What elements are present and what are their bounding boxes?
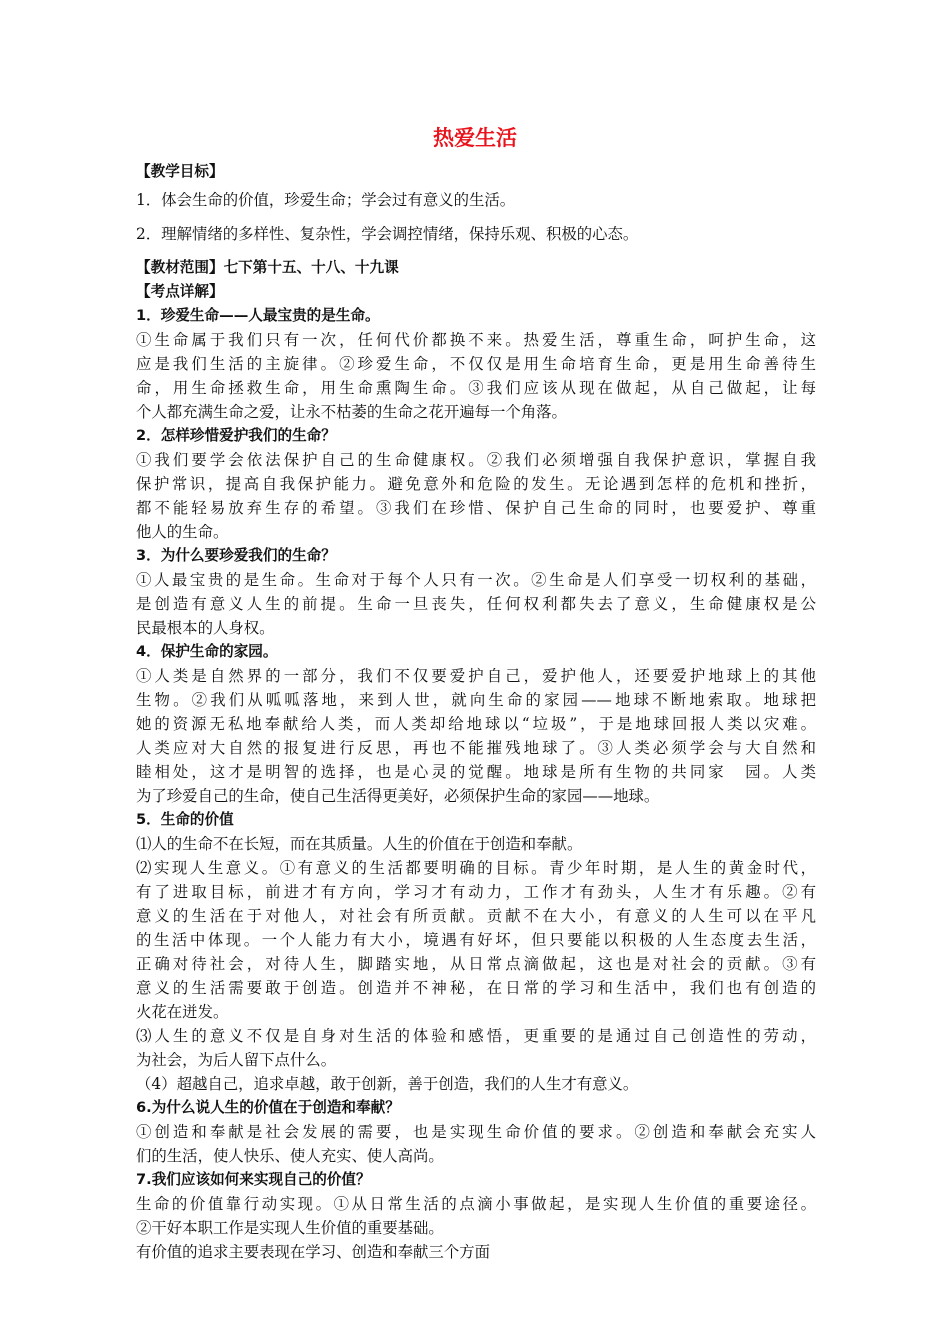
text-line: 意义的生活在于对他人，对社会有所贡献。贡献不在大小，有意义的人生可以在平凡 [136, 907, 816, 925]
text-line: 民最根本的人身权。 [136, 619, 275, 637]
section-heading: 1．珍爱生命——人最宝贵的是生命。 [136, 307, 380, 324]
text-line: 生命的价值靠行动实现。①从日常生活的点滴小事做起，是实现人生价值的重要途径。 [136, 1195, 816, 1213]
text-line: 火花在迸发。 [136, 1003, 229, 1021]
text-line: 有了进取目标，前进才有方向，学习才有动力，工作才有劲头，人生才有乐趣。②有 [136, 883, 816, 901]
text-line: ⑴人的生命不在长短，而在其质量。人生的价值在于创造和奉献。 [136, 835, 583, 853]
text-line: ②干好本职工作是实现人生价值的重要基础。 [136, 1219, 444, 1237]
text-line: 他人的生命。 [136, 523, 229, 541]
text-line: ①生命属于我们只有一次，任何代价都换不来。热爱生活，尊重生命，呵护生命，这 [136, 331, 816, 349]
text-line: 是创造有意义人生的前提。生命一旦丧失，任何权利都失去了意义，生命健康权是公 [136, 595, 816, 613]
text-line: 有价值的追求主要表现在学习、创造和奉献三个方面 [136, 1243, 490, 1261]
section-heading: 3．为什么要珍爱我们的生命？ [136, 547, 336, 564]
section-heading: 【教材范围】七下第十五、十八、十九课 [136, 259, 399, 276]
text-line: ⑵实现人生意义。①有意义的生活都要明确的目标。青少年时期，是人生的黄金时代， [136, 859, 816, 877]
text-line: 个人都充满生命之爱，让永不枯萎的生命之花开遍每一个角落。 [136, 403, 567, 421]
text-line: 为了珍爱自己的生命，使自己生活得更美好，必须保护生命的家园——地球。 [136, 787, 660, 805]
text-line: 正确对待社会，对待人生，脚踏实地，从日常点滴做起，这也是对社会的贡献。③有 [136, 955, 816, 973]
text-line: ⑶人生的意义不仅是自身对生活的体验和感悟，更重要的是通过自己创造性的劳动， [136, 1027, 816, 1045]
section-heading: 7.我们应该如何来实现自己的价值？ [136, 1171, 371, 1188]
text-line: ①人类是自然界的一部分，我们不仅要爱护自己，爱护他人，还要爱护地球上的其他 [136, 667, 816, 685]
text-line: 2．理解情绪的多样性、复杂性，学会调控情绪，保持乐观、积极的心态。 [136, 225, 639, 243]
section-heading: 2．怎样珍惜爱护我们的生命？ [136, 427, 336, 444]
text-line: 都不能轻易放弃生存的希望。③我们在珍惜、保护自己生命的同时，也要爱护、尊重 [136, 499, 816, 517]
text-line: 应是我们生活的主旋律。②珍爱生命，不仅仅是用生命培育生命，更是用生命善待生 [136, 355, 816, 373]
text-line: 意义的生活需要敢于创造。创造并不神秘，在日常的学习和生活中，我们也有创造的 [136, 979, 816, 997]
section-heading: 6.为什么说人生的价值在于创造和奉献？ [136, 1099, 400, 1116]
text-line: 1．体会生命的价值，珍爱生命；学会过有意义的生活。 [136, 191, 516, 209]
text-line: ①创造和奉献是社会发展的需要，也是实现生命价值的要求。②创造和奉献会充实人 [136, 1123, 816, 1141]
text-line: 为社会，为后人留下点什么。 [136, 1051, 337, 1069]
section-heading: 4．保护生命的家园。 [136, 643, 278, 660]
page-title: 热爱生活 [433, 126, 517, 150]
section-heading: 【考点详解】 [136, 283, 224, 300]
text-line: 人类应对大自然的报复进行反思，再也不能摧残地球了。③人类必须学会与大自然和 [136, 739, 816, 757]
text-line: 的生活中体现。一个人能力有大小，境遇有好坏，但只要能以积极的人生态度去生活， [136, 931, 816, 949]
text-line: 命，用生命拯救生命，用生命熏陶生命。③我们应该从现在做起，从自己做起，让每 [136, 379, 816, 397]
text-line: 睦相处，这才是明智的选择，也是心灵的觉醒。地球是所有生物的共同家 园。人类 [136, 763, 816, 781]
text-line: 她的资源无私地奉献给人类，而人类却给地球以“垃圾”，于是地球回报人类以灾难。 [136, 715, 816, 733]
text-line: 生物。②我们从呱呱落地，来到人世，就向生命的家园——地球不断地索取。地球把 [136, 691, 816, 709]
text-line: ①人最宝贵的是生命。生命对于每个人只有一次。②生命是人们享受一切权利的基础， [136, 571, 816, 589]
text-line: 保护常识，提高自我保护能力。避免意外和危险的发生。无论遇到怎样的危机和挫折， [136, 475, 816, 493]
text-line: ①我们要学会依法保护自己的生命健康权。②我们必须增强自我保护意识，掌握自我 [136, 451, 816, 469]
text-line: 们的生活，使人快乐、使人充实、使人高尚。 [136, 1147, 444, 1165]
text-line: （4）超越自己，追求卓越，敢于创新，善于创造，我们的人生才有意义。 [136, 1075, 639, 1093]
section-heading: 5．生命的价值 [136, 811, 234, 828]
section-heading: 【教学目标】 [136, 163, 224, 180]
